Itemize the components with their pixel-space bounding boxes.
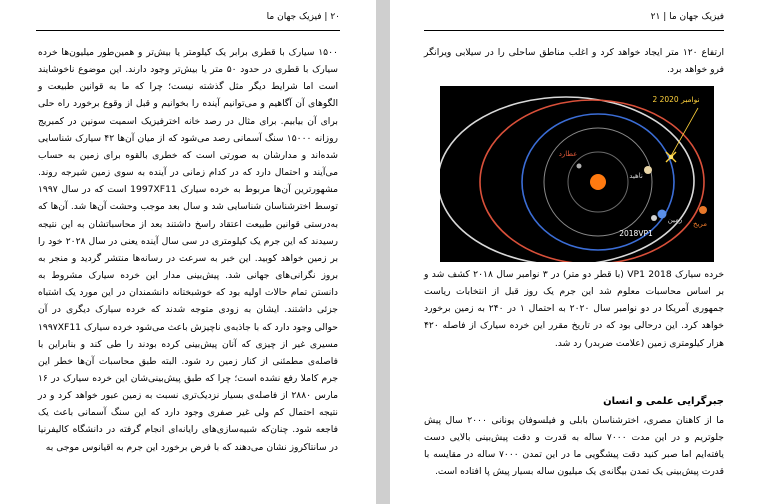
right-page (390, 0, 768, 504)
mercury-icon (577, 164, 582, 169)
page-header-right: فیزیک جهان ما | ۲۱ (650, 12, 724, 22)
caption-text: خرده سیارک 2018 VP1 (با قطر دو متر) در ۳ نوامبر سال ۲۰۱۸ کشف شد و بر اساس محاسبات معلوم شد این جرم یک روز قبل از انتخابات ریاست جمهوری آمریکا در دو نوامبر سال ۲۰۲۰ به احتمال ۱ در ۲۴۰ به زمین برخورد خواهد کرد. این درحالی بود که در تاریخ مقرر این خرده سیارک از فاصله ۴۲۰ هزار کیلومتری زمین (علامت ضربدر) رد شد. (424, 269, 724, 349)
venus-label: ناهید (629, 172, 643, 180)
venus-icon (644, 166, 652, 174)
header-rule-right (424, 30, 724, 31)
left-page (0, 0, 376, 504)
figure-caption (424, 266, 724, 352)
left-body-text (38, 44, 338, 456)
mars-icon (699, 206, 707, 214)
top-paragraph: ارتفاع ۱۲۰ متر ایجاد خواهد کرد و اغلب مناطق ساحلی را در سیلابی ویرانگر فرو خواهد برد. (424, 47, 724, 76)
mars-label: مریخ (692, 220, 708, 228)
asteroid-label: 2018VP1 (619, 229, 653, 238)
book-gutter (376, 0, 390, 504)
asteroid-icon (651, 215, 657, 221)
mercury-label: عطارد (558, 150, 578, 158)
sun-icon (590, 174, 606, 190)
earth-icon (658, 210, 667, 219)
bottom-paragraph: ما از کاهنان مصری، اخترشناسان بابلی و فیلسوفان یونانی ۲۰۰۰ سال پیش جلوتریم و در این مدت ۷۰۰۰ ساله به قدرت و دقت پیش‌بینی بالایی دست یافته‌ایم اما صبر کنید دقت پیشگویی ما در این تمدن ۷۰۰۰ ساله در مقایسه با قدرت پیش‌بینی یک تمدن بیگانه‌ی یک میلیون ساله بسیار پیش پا افتاده است. (424, 415, 725, 478)
right-top-text (424, 44, 724, 78)
page-header-left: ۲۰ | فیزیک جهان ما (266, 12, 340, 22)
left-paragraph: ۱۵۰۰ سیارک با قطری برابر یک کیلومتر یا بیش‌تر و همین‌طور میلیون‌ها خرده سیارک با قطری در حدود ۵۰ متر یا بیش‌تر وجود دارند. این موضوع ناخوشایند است اما شرایط دیگر مثل گذشته نیست؛ چرا که ما به قوانین طبیعت و الگوهای آن آگاهیم و می‌توانیم آینده را بخوانیم و قبل از وقوع برخورد راه حلی برای آن بیابیم. برای مثال در رصد خانه اخترفیزیک اسمیت سونین در کمبریج روزانه ۱۵۰۰۰ سنگ آسمانی رصد می‌شود که از میان آن‌ها ۴۲ سیارک شناسایی شده‌اند و مدارشان به صورتی است که خطری بالقوه برای زمین به حساب می‌آیند و احتمال دارد که در کدام زمانی در آینده به سوی زمین شیرجه روند. مشهورترین آن‌ها مربوط به خرده سیارک 1997XF11 است که در سال ۱۹۹۷ توسط اخترشناسان شناسایی شد و سال بعد موجب وحشت آن‌ها شد. آن‌ها که به‌درستی قوانین طبیعت اعتقاد راسخ داشتند بعد از محاسباتشان به این نتیجه رسیدند که این جرم یک کیلومتری در سی سال آینده یعنی در سال ۲۰۲۸ خود را بر زمین خواهد کوبید. این خبر به سرعت در رسانه‌ها منتشر گردید و منجر به بروز نگرانی‌های جهانی شد. پیش‌بینی مدار این خرده سیارک مشروط به دانستن تمام حالات اولیه بود که خوشبختانه دانشمندان در این مورد یک اشتباه جزئی داشتند. ایشان به زودی متوجه شدند که خرده سیارک دیگری در آن حوالی وجود دارد که با جاذبه‌ی ناچیزش باعث می‌شود خرده سیارک ۱۹۹۷XF11 مسیری غیر از چیزی که آنان پیش‌بینی کرده بودند را طی کند و بنابراین با فاصله‌ی مطمئنی از کنار زمین رد شود. البته طبق محاسبات آن‌ها خطر این جرم کاملا رفع نشده است؛ چرا که طبق پیش‌بینی‌شان این خرده سیارک در ۱۶ مارس ۲۸۸۰ از فاصله‌ی بسیار نزدیک‌تری نسبت به زمین عبور خواهد کرد و در نتیجه احتمال کم ولی غیر صفری وجود دارد که این سنگ آسمانی باعث یک فاجعه شود. چنان‌که شبیه‌سازی‌های رایانه‌ای انجام گرفته در دانشگاه کالیفرنیا در سانتاکروز نشان می‌دهند که با فرض برخورد این جرم به اقیانوس موجی به (38, 47, 339, 453)
orbit-diagram (440, 86, 714, 262)
header-rule-left (36, 30, 340, 31)
right-bottom-text (424, 412, 724, 481)
date-label: 2 نوامبر 2020 (652, 95, 700, 104)
earth-label: زمین (667, 216, 683, 224)
section-heading: جبرگرایی علمی و انسان (603, 396, 724, 407)
orbit-svg (440, 86, 714, 262)
